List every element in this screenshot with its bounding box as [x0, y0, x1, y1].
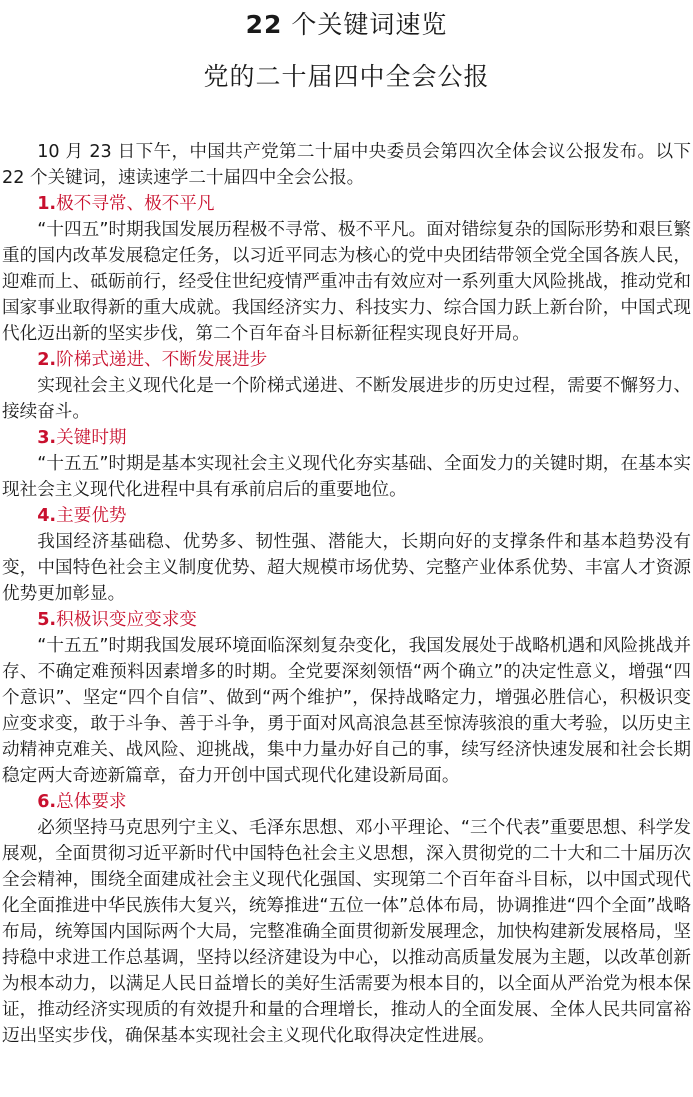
section-heading-1: [2, 191, 691, 217]
section-heading-text: 关键时期: [56, 428, 127, 448]
section-number: 2.: [37, 350, 57, 370]
section-heading-text: 极不寻常、极不平凡: [56, 194, 215, 214]
section-heading-text: 阶梯式递进、不断发展进步: [56, 350, 268, 370]
title-rest: 个关键词速览: [282, 10, 448, 39]
title-number: 22: [245, 10, 283, 39]
section-paragraph-5: “十五五”时期我国发展环境面临深刻复杂变化，我国发展处于战略机遇和风险挑战并存、不确定难预料因素增多的时期。全党要深刻领悟“两个确立”的决定性意义，增强“四个意识”、坚定“四个自信”、做到“两个维护”，保持战略定力，增强必胜信心，积极识变应变求变，敢于斗争、善于斗争，勇于面对风高浪急甚至惊涛骇浪的重大考验，以历史主动精神克难关、战风险、迎挑战，集中力量办好自己的事，续写经济快速发展和社会长期稳定两大奇迹新篇章，奋力开创中国式现代化建设新局面。: [2, 636, 691, 786]
section-heading-2: [2, 347, 691, 373]
section-heading-6: [2, 789, 691, 815]
section-number: 1.: [37, 194, 57, 214]
section-number: 3.: [37, 428, 57, 448]
section-paragraph-2: 实现社会主义现代化是一个阶梯式递进、不断发展进步的历史过程，需要不懈努力、接续奋斗。: [2, 376, 691, 422]
section-paragraph-4: 我国经济基础稳、优势多、韧性强、潜能大，长期向好的支撑条件和基本趋势没有变，中国特色社会主义制度优势、超大规模市场优势、完整产业体系优势、丰富人才资源优势更加彰显。: [2, 532, 691, 604]
section-number: 4.: [37, 506, 57, 526]
section-heading-3: [2, 425, 691, 451]
document-title: [2, 10, 691, 40]
section-number: 6.: [37, 792, 57, 812]
intro-paragraph: 10 月 23 日下午，中国共产党第二十届中央委员会第四次全体会议公报发布。以下 22 个关键词，速读速学二十届四中全会公报。: [2, 142, 691, 188]
document-subtitle: 党的二十届四中全会公报: [203, 62, 490, 91]
section-heading-text: 主要优势: [56, 506, 127, 526]
section-heading-5: [2, 607, 691, 633]
section-heading-4: [2, 503, 691, 529]
section-paragraph-3: “十五五”时期是基本实现社会主义现代化夯实基础、全面发力的关键时期，在基本实现社会主义现代化进程中具有承前启后的重要地位。: [2, 454, 691, 500]
section-paragraph-6: 必须坚持马克思列宁主义、毛泽东思想、邓小平理论、“三个代表”重要思想、科学发展观，全面贯彻习近平新时代中国特色社会主义思想，深入贯彻党的二十大和二十届历次全会精神，围绕全面建成社会主义现代化强国、实现第二个百年奋斗目标，以中国式现代化全面推进中华民族伟大复兴，统筹推进“五位一体”总体布局，协调推进“四个全面”战略布局，统筹国内国际两个大局，完整准确全面贯彻新发展理念，加快构建新发展格局，坚持稳中求进工作总基调，坚持以经济建设为中心，以推动高质量发展为主题，以改革创新为根本动力，以满足人民日益增长的美好生活需要为根本目的，以全面从严治党为根本保证，推动经济实现质的有效提升和量的合理增长，推动人的全面发展、全体人民共同富裕迈出坚实步伐，确保基本实现社会主义现代化取得决定性进展。: [2, 818, 691, 1046]
section-heading-text: 积极识变应变求变: [56, 610, 197, 630]
section-number: 5.: [37, 610, 57, 630]
section-heading-text: 总体要求: [56, 792, 127, 812]
section-paragraph-1: “十四五”时期我国发展历程极不寻常、极不平凡。面对错综复杂的国际形势和艰巨繁重的国内改革发展稳定任务，以习近平同志为核心的党中央团结带领全党全国各族人民，迎难而上、砥砺前行，经受住世纪疫情严重冲击有效应对一系列重大风险挑战，推动党和国家事业取得新的重大成就。我国经济实力、科技实力、综合国力跃上新台阶，中国式现代化迈出新的坚实步伐，第二个百年奋斗目标新征程实现良好开局。: [2, 220, 691, 344]
document-body: [2, 139, 691, 1049]
